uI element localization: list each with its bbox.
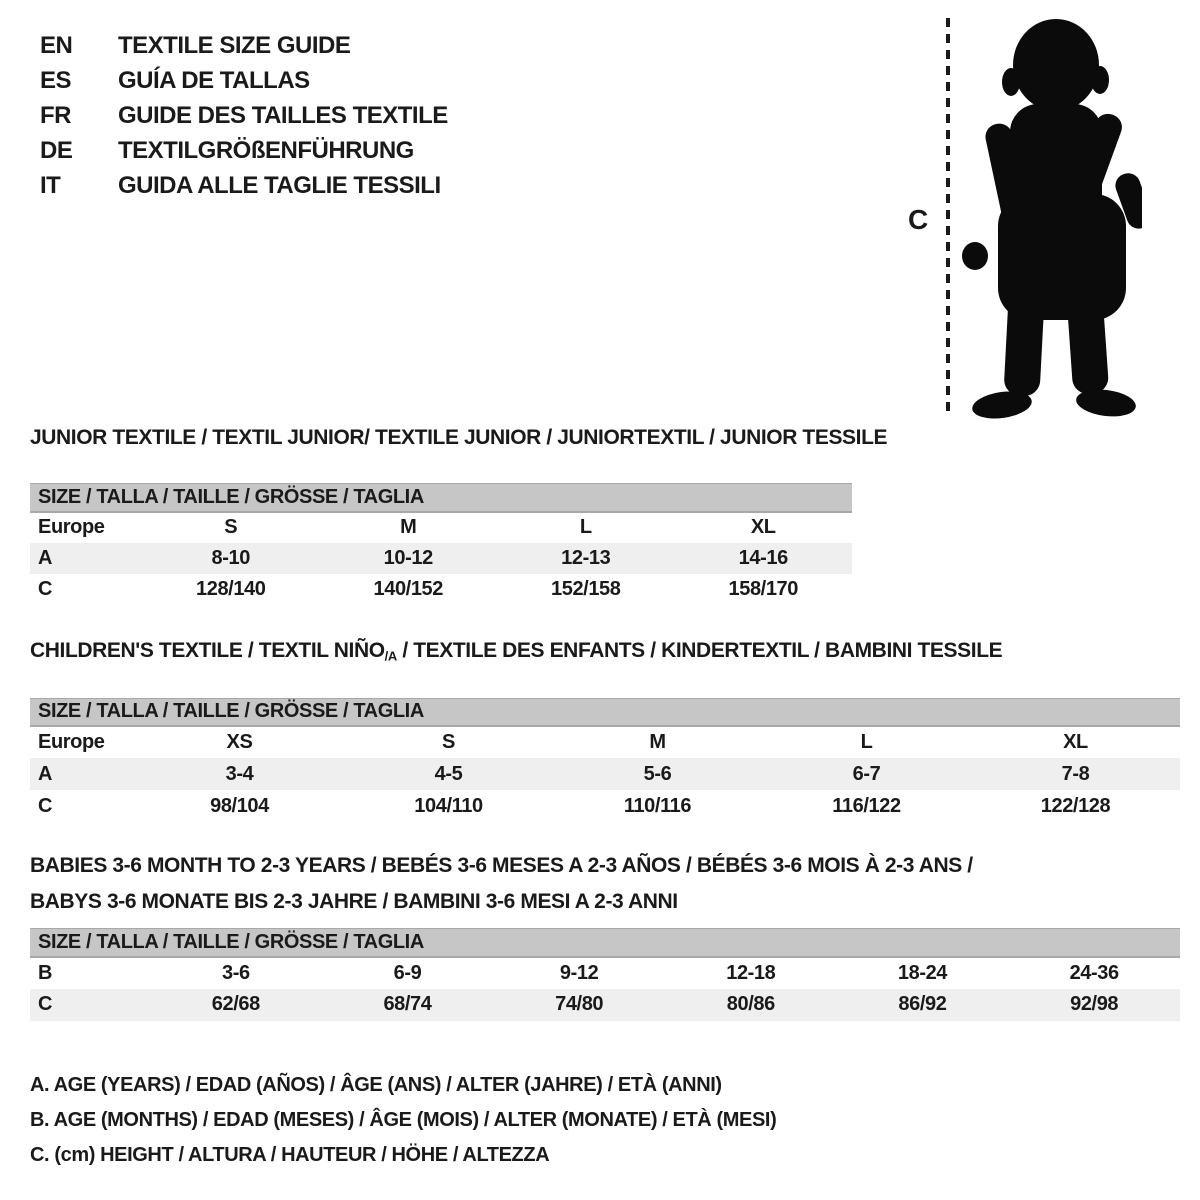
title-part: / TEXTILE DES ENFANTS / KINDERTEXTIL / BAMBINI TESSILE (396, 639, 1003, 662)
size-cell: S (442, 731, 455, 754)
language-row-es (40, 63, 448, 98)
language-row-en (40, 28, 448, 63)
size-row-europe (30, 726, 1180, 758)
age-cell: 8-10 (142, 543, 320, 574)
guide-title-it: GUIDA ALLE TAGLIE TESSILI (118, 171, 441, 199)
height-cell: 104/110 (414, 794, 483, 817)
babies-section-title-line2: BABYS 3-6 MONATE BIS 2-3 JAHRE / BAMBINI 3-6 MESI A 2-3 ANNI (30, 890, 678, 913)
height-cell: 68/74 (322, 989, 494, 1021)
size-cell: S (224, 516, 238, 538)
height-cell: 140/152 (373, 577, 443, 600)
height-row-c (30, 790, 1180, 822)
size-header-bar: SIZE / TALLA / TAILLE / GRÖSSE / TAGLIA (30, 698, 1180, 726)
row-label: A (30, 758, 135, 790)
legend-age-years: A. AGE (YEARS) / EDAD (AÑOS) / ÂGE (ANS) / ALTER (JAHRE) / ETÀ (ANNI) (30, 1074, 722, 1096)
height-row-c (30, 989, 1180, 1021)
height-cell: 152/158 (551, 577, 621, 600)
size-row-europe (30, 512, 852, 543)
height-cell: 62/68 (150, 989, 322, 1021)
row-label: C (30, 989, 150, 1021)
size-cell: M (649, 731, 666, 754)
legend-age-months: B. AGE (MONTHS) / EDAD (MESES) / ÂGE (MOIS) / ALTER (MONATE) / ETÀ (MESI) (30, 1109, 777, 1131)
row-label: C (38, 577, 53, 600)
age-cell: 3-6 (221, 961, 250, 984)
guide-title-de: TEXTILGRÖßENFÜHRUNG (118, 136, 414, 164)
row-label: Europe (38, 731, 105, 754)
junior-size-table (30, 483, 852, 605)
childrens-textile-section (30, 638, 1180, 822)
height-cell: 128/140 (196, 577, 266, 600)
height-cell: 92/98 (1008, 989, 1180, 1021)
row-label: B (38, 961, 53, 984)
age-cell: 12-18 (726, 961, 776, 984)
guide-title-es: GUÍA DE TALLAS (118, 66, 310, 94)
childrens-size-table (30, 698, 1180, 823)
size-cell: L (579, 516, 592, 538)
size-cell: M (400, 516, 417, 538)
height-measure-label: C (908, 204, 929, 235)
size-cell: XS (226, 731, 253, 754)
age-cell: 3-4 (135, 758, 344, 790)
age-cell: 5-6 (553, 758, 762, 790)
age-cell: 24-36 (1069, 961, 1119, 984)
age-cell: 12-13 (497, 543, 675, 574)
babies-size-table (30, 928, 1180, 1021)
height-cell: 158/170 (728, 577, 798, 600)
junior-section-title: JUNIOR TEXTILE / TEXTIL JUNIOR/ TEXTILE JUNIOR / JUNIORTEXTIL / JUNIOR TESSILE (30, 426, 888, 449)
legend-height-cm: C. (cm) HEIGHT / ALTURA / HAUTEUR / HÖHE / ALTEZZA (30, 1144, 550, 1166)
childrens-section-title (30, 638, 1180, 670)
language-code: DE (40, 136, 73, 164)
babies-textile-section (30, 848, 1180, 1021)
age-row-a (30, 543, 852, 574)
language-row-de (40, 133, 448, 168)
height-cell: 116/122 (832, 794, 901, 817)
size-header-bar: SIZE / TALLA / TAILLE / GRÖSSE / TAGLIA (30, 484, 852, 512)
age-cell: 9-12 (559, 961, 599, 984)
title-part: CHILDREN'S TEXTILE / TEXTIL NIÑO (30, 639, 385, 662)
age-cell: 18-24 (897, 961, 948, 984)
size-cell: L (860, 731, 873, 754)
age-cell: 14-16 (675, 543, 853, 574)
row-label: C (38, 794, 53, 817)
guide-title-fr: GUIDE DES TAILLES TEXTILE (118, 101, 448, 129)
size-cell: XL (1063, 731, 1088, 754)
language-code: EN (40, 31, 73, 59)
size-header-bar: SIZE / TALLA / TAILLE / GRÖSSE / TAGLIA (30, 929, 1180, 957)
language-code: IT (40, 171, 61, 199)
language-code: ES (40, 66, 72, 94)
babies-section-titles (30, 848, 1180, 920)
age-row-a (30, 758, 1180, 790)
height-row-c (30, 574, 852, 605)
height-measure-line (946, 18, 950, 416)
height-cell: 110/116 (623, 794, 692, 817)
height-cell: 80/86 (665, 989, 837, 1021)
row-label: A (30, 543, 142, 574)
height-cell: 122/128 (1040, 794, 1111, 817)
title-subscript: /A (384, 648, 397, 664)
junior-textile-section (30, 425, 888, 605)
height-cell: 74/80 (493, 989, 665, 1021)
measure-legend (30, 1068, 776, 1173)
size-cell: XL (750, 516, 776, 538)
guide-title-en: TEXTILE SIZE GUIDE (118, 31, 351, 59)
height-cell: 98/104 (210, 794, 269, 817)
age-cell: 4-5 (344, 758, 553, 790)
age-row-b (30, 957, 1180, 989)
age-cell: 10-12 (320, 543, 498, 574)
age-cell: 7-8 (971, 758, 1180, 790)
row-label: Europe (38, 516, 105, 538)
height-cell: 86/92 (837, 989, 1009, 1021)
babies-section-title-line1: BABIES 3-6 MONTH TO 2-3 YEARS / BEBÉS 3-6 MESES A 2-3 AÑOS / BÉBÉS 3-6 MOIS À 2-3 ANS / (30, 854, 973, 877)
language-title-list (40, 28, 448, 203)
language-row-fr (40, 98, 448, 133)
language-code: FR (40, 101, 71, 129)
language-row-it (40, 168, 448, 203)
age-cell: 6-9 (393, 961, 422, 984)
age-cell: 6-7 (762, 758, 971, 790)
baby-silhouette-icon (958, 16, 1142, 420)
